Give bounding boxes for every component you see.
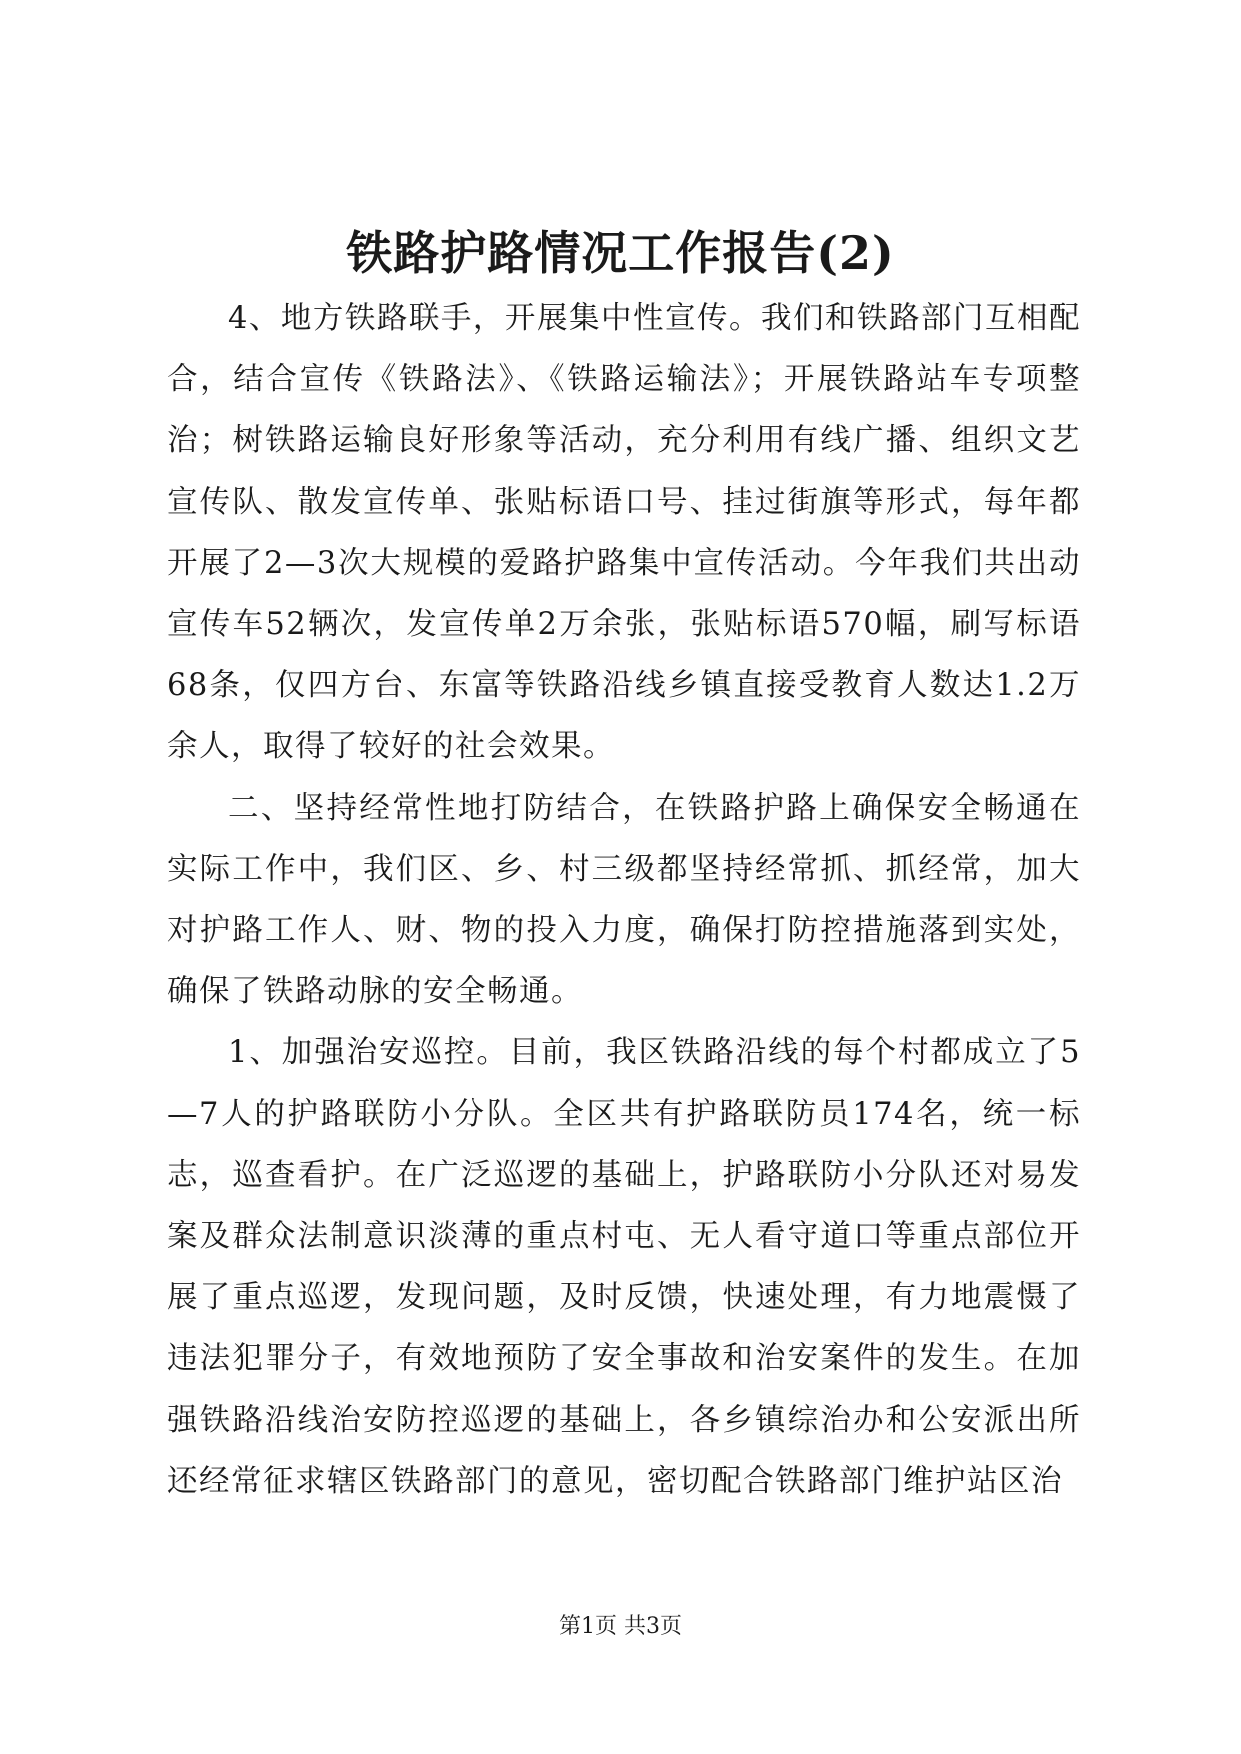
paragraph-publicity: 4、地方铁路联手，开展集中性宣传。我们和铁路部门互相配合，结合宣传《铁路法》、《铁路运输法》；开展铁路站车专项整治；树铁路运输良好形象等活动，充分利用有线广播、组织文艺宣传队、散发宣传单、张贴标语口号、挂过街旗等形式，每年都开展了2—3次大规模的爱路护路集中宣传活动。今年我们共出动宣传车52辆次，发宣传单2万余张，张贴标语570幅，刷写标语68条，仅四方台、东富等铁路沿线乡镇直接受教育人数达1.2万余人，取得了较好的社会效果。 [167, 301, 1081, 765]
document-title: 铁路护路情况工作报告(2) [346, 226, 895, 280]
paragraph-prevention: 二、坚持经常性地打防结合，在铁路护路上确保安全畅通在实际工作中，我们区、乡、村三级都坚持经常抓、抓经常，加大对护路工作人、财、物的投入力度，确保打防控措施落到实处，确保了铁路动脉的安全畅通。 [167, 790, 1081, 1010]
paragraph-patrol: 1、加强治安巡控。目前，我区铁路沿线的每个村都成立了5—7人的护路联防小分队。全区共有护路联防员174名，统一标志，巡查看护。在广泛巡逻的基础上，护路联防小分队还对易发案及群众法制意识淡薄的重点村屯、无人看守道口等重点部位开展了重点巡逻，发现问题，及时反馈，快速处理，有力地震慑了违法犯罪分子，有效地预防了安全事故和治安案件的发生。在加强铁路沿线治安防控巡逻的基础上，各乡镇综治办和公安派出所还经常征求辖区铁路部门的意见，密切配合铁路部门维护站区治 [167, 1035, 1081, 1499]
page-footer: 第1页 共3页 [559, 1614, 682, 1639]
document-body [167, 288, 1081, 1512]
